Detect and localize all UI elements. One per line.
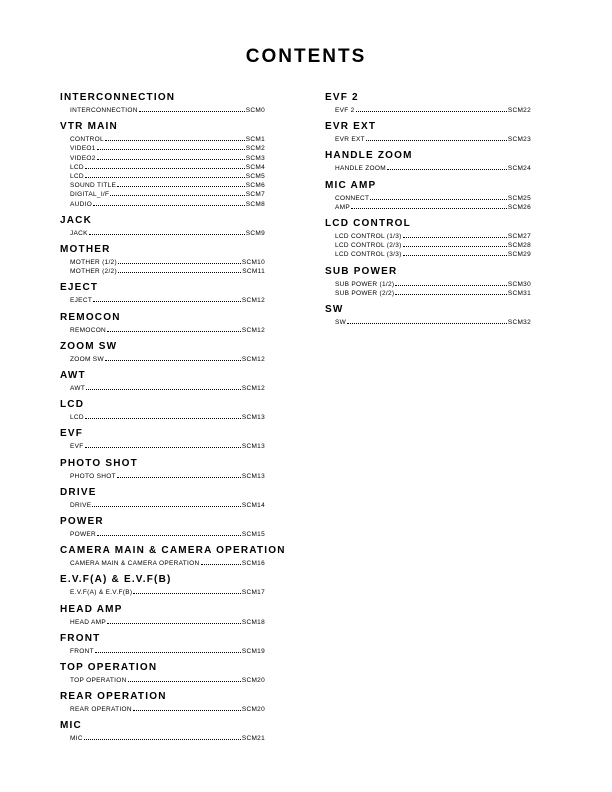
entry-page: SCM28 [507, 242, 531, 250]
toc-entry[interactable] [60, 472, 265, 481]
dot-leader [105, 140, 245, 141]
section-heading: EVF 2 [325, 92, 359, 103]
entry-page: SCM11 [242, 268, 265, 276]
entry-label: HANDLE ZOOM [335, 165, 386, 173]
toc-section-evf-2 [325, 92, 531, 115]
entry-page: SCM18 [241, 618, 265, 626]
entry-page: SCM25 [507, 194, 531, 202]
dot-leader [356, 111, 507, 112]
toc-section-mic-amp [325, 180, 531, 212]
entry-page: SCM30 [507, 280, 531, 288]
dot-leader [93, 301, 241, 302]
toc-section-jack [60, 215, 265, 238]
entry-label: TOP OPERATION [70, 677, 127, 685]
entry-page: SCM7 [245, 191, 265, 199]
section-heading: POWER [60, 516, 104, 528]
toc-section-interconnection [60, 92, 265, 115]
section-heading: CAMERA MAIN & CAMERA OPERATION [60, 545, 286, 557]
entry-label: AUDIO [70, 200, 93, 208]
entry-page: SCM19 [241, 647, 265, 655]
entry-label: AWT [70, 385, 86, 393]
entry-label: HEAD AMP [70, 618, 106, 626]
dot-leader [133, 710, 241, 711]
section-heading: SW [325, 304, 344, 316]
toc-entry[interactable] [60, 618, 265, 627]
toc-entry[interactable] [60, 384, 265, 393]
section-heading: TOP OPERATION [60, 662, 158, 674]
entry-label: JACK [70, 229, 88, 237]
entry-label: DIGITAL_I/F [70, 191, 110, 199]
dot-leader [139, 111, 245, 112]
dot-leader [347, 323, 507, 324]
toc-entry[interactable] [325, 318, 531, 327]
entry-page: SCM2 [245, 145, 265, 153]
entry-label: PHOTO SHOT [70, 472, 116, 480]
toc-entry[interactable] [325, 106, 531, 115]
entry-page: SCM16 [241, 560, 265, 568]
entry-page: SCM32 [507, 319, 531, 327]
toc-section-e-v-f-a-e-v-f-b [60, 574, 265, 597]
toc-entry[interactable] [60, 163, 265, 172]
entry-page: SCM12 [241, 326, 265, 334]
section-heading: HEAD AMP [60, 603, 123, 615]
entry-label: EVR EXT [335, 136, 365, 144]
entry-label: LCD CONTROL (3/3) [335, 251, 402, 259]
toc-entry[interactable] [60, 705, 265, 714]
dot-leader [201, 564, 241, 565]
section-heading: EVR EXT [325, 121, 377, 133]
section-heading: INTERCONNECTION [60, 92, 176, 103]
section-heading: E.V.F(A) & E.V.F(B) [60, 574, 172, 586]
entry-label: MIC [70, 735, 83, 743]
toc-entry[interactable] [60, 501, 265, 510]
toc-entry[interactable] [325, 241, 531, 250]
dot-leader [107, 331, 241, 332]
toc-entry[interactable] [60, 258, 265, 267]
dot-leader [118, 272, 241, 273]
toc-entry[interactable] [60, 190, 265, 199]
section-heading: REAR OPERATION [60, 691, 167, 703]
entry-label: EVF 2 [335, 107, 355, 114]
toc-section-mother [60, 244, 265, 276]
toc-section-sub-power [325, 266, 531, 298]
entry-page: SCM12 [241, 297, 265, 305]
entry-label: REAR OPERATION [70, 706, 132, 714]
dot-leader [85, 447, 241, 448]
entry-page: SCM9 [245, 229, 265, 237]
toc-entry[interactable] [325, 232, 531, 241]
toc-entry[interactable] [60, 181, 265, 190]
entry-page: SCM24 [507, 165, 531, 173]
dot-leader [133, 593, 241, 594]
toc-section-sw [325, 304, 531, 327]
entry-page: SCM17 [241, 589, 265, 597]
toc-entry[interactable] [60, 676, 265, 685]
dot-leader [95, 652, 241, 653]
toc-entry[interactable] [60, 413, 265, 422]
toc-entry[interactable] [60, 734, 265, 743]
entry-label: SUB POWER (2/2) [335, 289, 395, 297]
dot-leader [395, 294, 506, 295]
toc-entry[interactable] [60, 144, 265, 153]
toc-entry[interactable] [325, 289, 531, 298]
dot-leader [89, 234, 245, 235]
dot-leader [92, 506, 240, 507]
toc-section-camera-main-camera-operation [60, 545, 286, 568]
dot-leader [117, 477, 241, 478]
entry-label: LCD [70, 163, 84, 171]
entry-label: EJECT [70, 297, 93, 305]
entry-page: SCM20 [241, 706, 265, 714]
toc-entry[interactable] [325, 203, 531, 212]
entry-page: SCM1 [245, 136, 265, 144]
entry-page: SCM27 [507, 233, 531, 241]
toc-section-head-amp [60, 604, 265, 627]
section-heading: DRIVE [60, 486, 97, 498]
toc-section-photo-shot [60, 458, 265, 481]
dot-leader [107, 623, 241, 624]
toc-entry[interactable] [60, 326, 265, 335]
dot-leader [105, 360, 241, 361]
entry-label: INTERCONNECTION [70, 107, 138, 114]
section-heading: HANDLE ZOOM [325, 150, 413, 162]
entry-page: SCM6 [245, 182, 265, 190]
entry-page: SCM13 [241, 414, 265, 422]
dot-leader [85, 177, 245, 178]
toc-entry[interactable] [60, 200, 265, 209]
entry-label: VIDEO2 [70, 154, 96, 162]
entry-label: AMP [335, 203, 350, 211]
section-heading: JACK [60, 214, 93, 226]
section-heading: AWT [60, 370, 86, 382]
toc-right-column [325, 92, 531, 333]
toc-section-vtr-main [60, 121, 265, 209]
dot-leader [128, 681, 241, 682]
toc-section-lcd-control [325, 218, 531, 260]
toc-section-evr-ext [325, 121, 531, 144]
entry-label: ZOOM SW [70, 355, 104, 363]
toc-section-lcd [60, 399, 265, 422]
entry-page: SCM15 [241, 531, 265, 539]
toc-entry[interactable] [60, 647, 265, 656]
section-heading: LCD [60, 399, 85, 411]
entry-label: LCD CONTROL (1/3) [335, 233, 402, 241]
toc-entry[interactable] [60, 296, 265, 305]
entry-label: SUB POWER (1/2) [335, 280, 395, 288]
entry-page: SCM5 [245, 173, 265, 181]
toc-entry[interactable] [60, 135, 265, 144]
entry-page: SCM29 [507, 251, 531, 259]
entry-page: SCM12 [241, 355, 265, 363]
section-heading: EJECT [60, 282, 99, 294]
entry-label: VIDEO1 [70, 145, 96, 153]
dot-leader [97, 149, 245, 150]
toc-left-column [60, 92, 286, 750]
section-heading: PHOTO SHOT [60, 457, 138, 469]
dot-leader [110, 195, 244, 196]
dot-leader [366, 140, 507, 141]
toc-entry[interactable] [325, 135, 531, 144]
entry-page: SCM13 [241, 472, 265, 480]
section-heading: MIC AMP [325, 179, 377, 191]
toc-entry[interactable] [60, 355, 265, 364]
toc-entry[interactable] [60, 106, 265, 115]
dot-leader [84, 739, 241, 740]
entry-label: SOUND TITLE [70, 182, 117, 190]
toc-section-awt [60, 370, 265, 393]
toc-entry[interactable] [325, 280, 531, 289]
toc-entry[interactable] [60, 154, 265, 163]
entry-page: SCM26 [507, 203, 531, 211]
dot-leader [395, 285, 506, 286]
dot-leader [403, 237, 507, 238]
entry-label: LCD [70, 173, 84, 181]
toc-entry[interactable] [60, 442, 265, 451]
entry-page: SCM8 [245, 200, 265, 208]
entry-label: FRONT [70, 647, 94, 655]
toc-entry[interactable] [60, 172, 265, 181]
entry-page: SCM10 [241, 259, 265, 267]
entry-page: SCM21 [241, 735, 265, 743]
toc-section-eject [60, 282, 265, 305]
section-heading: MOTHER [60, 244, 111, 256]
toc-entry[interactable] [325, 164, 531, 173]
entry-label: MOTHER (1/2) [70, 259, 117, 267]
toc-section-top-operation [60, 662, 265, 685]
toc-entry[interactable] [60, 559, 265, 568]
entry-label: POWER [70, 531, 97, 539]
toc-entry[interactable] [60, 267, 265, 276]
toc-entry[interactable] [60, 530, 265, 539]
toc-section-rear-operation [60, 691, 265, 714]
dot-leader [85, 168, 245, 169]
entry-label: REMOCON [70, 326, 107, 334]
dot-leader [117, 186, 245, 187]
entry-label: DRIVE [70, 501, 92, 509]
toc-section-handle-zoom [325, 150, 531, 173]
toc-entry[interactable] [325, 194, 531, 203]
entry-page: SCM3 [245, 154, 265, 162]
entry-page: SCM14 [241, 501, 265, 509]
toc-section-power [60, 516, 265, 539]
entry-page: SCM4 [245, 163, 265, 171]
dot-leader [97, 159, 245, 160]
toc-section-drive [60, 487, 265, 510]
entry-page: SCM12 [241, 385, 265, 393]
entry-label: CAMERA MAIN & CAMERA OPERATION [70, 560, 200, 568]
entry-label: CONTROL [70, 136, 104, 144]
section-heading: ZOOM SW [60, 340, 118, 352]
entry-label: EVF [70, 443, 84, 451]
dot-leader [97, 535, 241, 536]
dot-leader [93, 205, 245, 206]
dot-leader [118, 263, 241, 264]
dot-leader [85, 418, 241, 419]
section-heading: FRONT [60, 632, 101, 644]
toc-section-remocon [60, 312, 265, 335]
entry-label: MOTHER (2/2) [70, 268, 117, 276]
toc-entry[interactable] [325, 250, 531, 259]
entry-page: SCM22 [507, 107, 531, 114]
toc-section-mic [60, 720, 265, 743]
entry-label: CONNECT [335, 194, 370, 202]
entry-label: LCD CONTROL (2/3) [335, 242, 402, 250]
section-heading: MIC [60, 720, 82, 732]
entry-page: SCM13 [241, 443, 265, 451]
entry-page: SCM20 [241, 677, 265, 685]
dot-leader [86, 389, 241, 390]
dot-leader [351, 208, 507, 209]
section-heading: VTR MAIN [60, 121, 118, 133]
section-heading: REMOCON [60, 311, 121, 323]
toc-section-front [60, 633, 265, 656]
section-heading: EVF [60, 428, 84, 440]
entry-page: SCM0 [245, 107, 265, 114]
section-heading: SUB POWER [325, 265, 398, 277]
entry-label: E.V.F(A) & E.V.F(B) [70, 589, 133, 597]
toc-entry[interactable] [60, 229, 265, 238]
dot-leader [370, 199, 507, 200]
toc-entry[interactable] [60, 588, 265, 597]
dot-leader [387, 169, 507, 170]
toc-section-evf [60, 428, 265, 451]
entry-page: SCM23 [507, 136, 531, 144]
page-title: CONTENTS [245, 46, 367, 67]
dot-leader [403, 246, 507, 247]
section-heading: LCD CONTROL [325, 218, 411, 230]
entry-label: SW [335, 319, 347, 327]
toc-section-zoom-sw [60, 341, 265, 364]
entry-label: LCD [70, 414, 84, 422]
dot-leader [403, 255, 507, 256]
entry-page: SCM31 [507, 289, 531, 297]
